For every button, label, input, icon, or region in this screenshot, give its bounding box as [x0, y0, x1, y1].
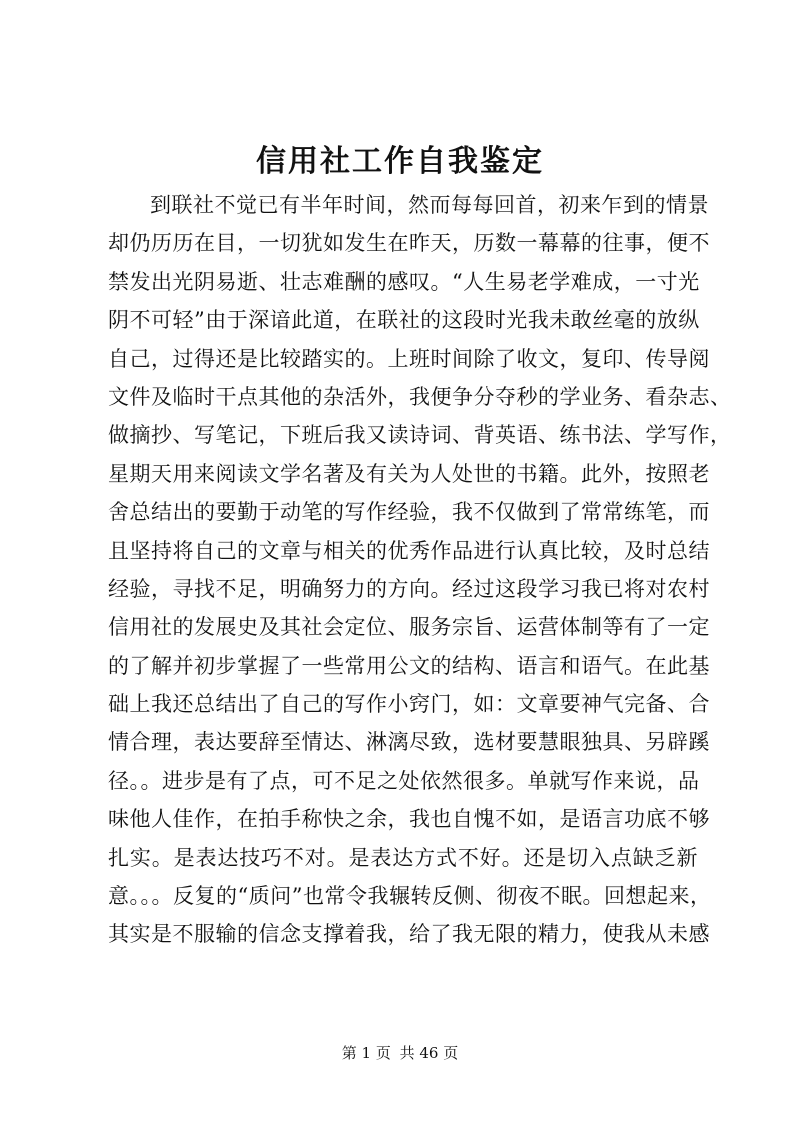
body-line: 做摘抄、写笔记，下班后我又读诗词、背英语、练书法、学写作，: [108, 423, 732, 448]
body-line: 文件及临时干点其他的杂活外，我便争分夺秒的学业务、看杂志、: [108, 384, 732, 409]
body-line: 禁发出光阴易逝、壮志难酬的感叹。“人生易老学难成，一寸光: [108, 269, 700, 294]
body-line: 径。。进步是有了点，可不足之处依然很多。单就写作来说，品: [108, 768, 700, 793]
document-body: [108, 186, 732, 954]
document-title: 信用社工作自我鉴定: [256, 144, 544, 179]
body-line: 经验，寻找不足，明确努力的方向。经过这段学习我已将对农村: [108, 576, 710, 601]
body-line: 其实是不服输的信念支撑着我，给了我无限的精力，使我从未感: [108, 922, 710, 947]
body-line: 却仍历历在目，一切犹如发生在昨天，历数一幕幕的往事，便不: [108, 231, 710, 256]
body-line: 星期天用来阅读文学名著及有关为人处世的书籍。此外，按照老: [108, 461, 710, 486]
body-line: 础上我还总结出了自己的写作小窍门，如：文章要神气完备、合: [108, 692, 710, 717]
body-line: 舍总结出的要勤于动笔的写作经验，我不仅做到了常常练笔，而: [108, 500, 710, 525]
page-footer: [0, 1042, 800, 1064]
body-line: 味他人佳作，在拍手称快之余，我也自愧不如，是语言功底不够: [108, 807, 710, 832]
body-line: 扎实。是表达技巧不对。是表达方式不好。还是切入点缺乏新: [108, 845, 698, 870]
body-line: 自己，过得还是比较踏实的。上班时间除了收文，复印、传导阅: [108, 346, 710, 371]
page-total: 共 46 页: [399, 1044, 459, 1062]
body-line: 信用社的发展史及其社会定位、服务宗旨、运营体制等有了一定: [108, 615, 710, 640]
body-line: 到联社不觉已有半年时间，然而每每回首，初来乍到的情景: [150, 193, 709, 217]
body-line: 阴不可轻”由于深谙此道，在联社的这段时光我未敢丝毫的放纵: [108, 308, 700, 333]
body-line: 情合理，表达要辞至情达、淋漓尽致，选材要慧眼独具、另辟蹊: [108, 730, 710, 755]
body-line: 意。。。反复的“质问”也常令我辗转反侧、彻夜不眠。回想起来，: [108, 884, 712, 909]
body-line: 的了解并初步掌握了一些常用公文的结构、语言和语气。在此基: [108, 653, 710, 678]
page-number: 第 1 页: [341, 1044, 391, 1062]
body-line: 且坚持将自己的文章与相关的优秀作品进行认真比较，及时总结: [108, 538, 710, 563]
